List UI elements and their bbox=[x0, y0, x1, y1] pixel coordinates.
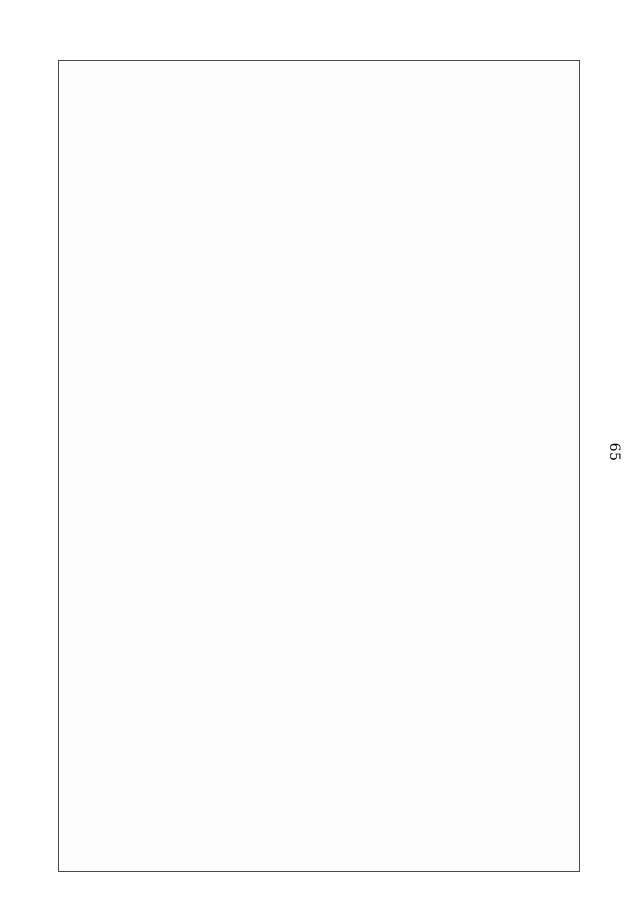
rotated-table-scan bbox=[58, 60, 580, 872]
page-number: 65 bbox=[606, 442, 622, 462]
